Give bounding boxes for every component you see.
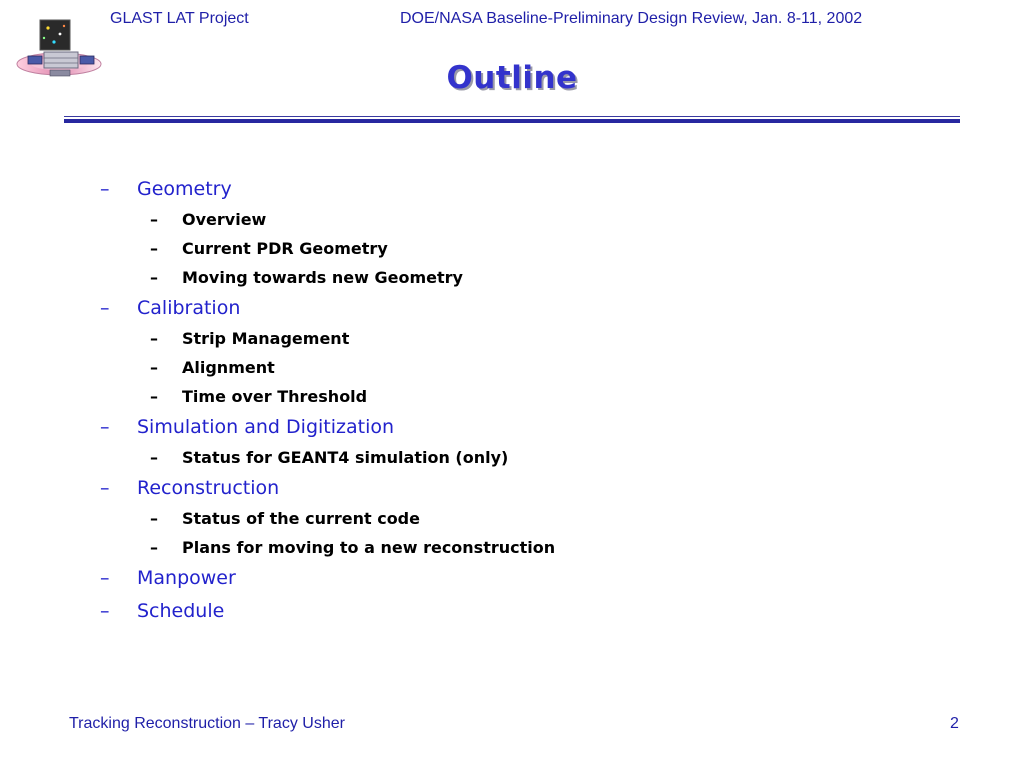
bullet-dash: – — [100, 567, 110, 589]
outline-subitem-label: Status of the current code — [182, 509, 420, 528]
bullet-dash: – — [150, 239, 158, 258]
outline-subitem-label: Status for GEANT4 simulation (only) — [182, 448, 509, 467]
header-project: GLAST LAT Project — [110, 10, 249, 27]
bullet-dash: – — [150, 387, 158, 406]
bullet-dash: – — [150, 268, 158, 287]
bullet-dash: – — [100, 477, 110, 499]
slide-title: Outline — [446, 60, 578, 96]
header-review: DOE/NASA Baseline-Preliminary Design Review, Jan. 8-11, 2002 — [400, 10, 863, 27]
outline-item-label: Schedule — [137, 600, 225, 622]
bullet-dash: – — [150, 538, 158, 557]
footer-presenter: Tracking Reconstruction – Tracy Usher — [69, 715, 345, 732]
outline-item-label: Geometry — [137, 178, 232, 200]
bullet-dash: – — [100, 297, 110, 319]
outline-item-label: Calibration — [137, 297, 241, 319]
bullet-dash: – — [150, 509, 158, 528]
outline-subitem-label: Moving towards new Geometry — [182, 268, 463, 287]
bullet-dash: – — [150, 329, 158, 348]
outline-subitem-label: Time over Threshold — [182, 387, 368, 406]
outline-item-label: Manpower — [137, 567, 236, 589]
outline-item-label: Simulation and Digitization — [137, 416, 395, 438]
outline-subitem-label: Alignment — [182, 358, 275, 377]
outline-subitem-label: Plans for moving to a new reconstruction — [182, 538, 556, 557]
bullet-dash: – — [100, 416, 110, 438]
outline-item-label: Reconstruction — [137, 477, 280, 499]
bullet-dash: – — [100, 600, 110, 622]
bullet-dash: – — [100, 178, 110, 200]
outline-subitem-label: Strip Management — [182, 329, 350, 348]
page-number: 2 — [950, 715, 959, 732]
outline-subitem-label: Overview — [182, 210, 267, 229]
bullet-dash: – — [150, 448, 158, 467]
outline-subitem-label: Current PDR Geometry — [182, 239, 388, 258]
bullet-dash: – — [150, 358, 158, 377]
bullet-dash: – — [150, 210, 158, 229]
